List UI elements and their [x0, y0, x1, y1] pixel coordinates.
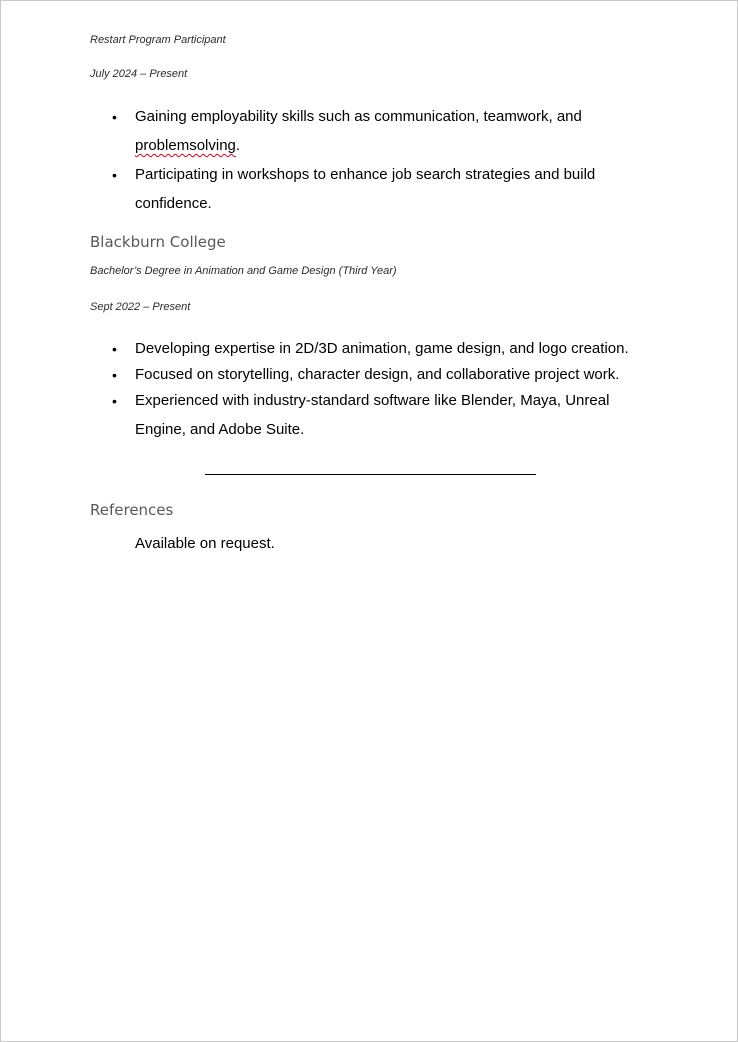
bullet-symbol: • — [112, 367, 117, 383]
bullet-symbol: • — [112, 167, 117, 183]
experience-dates: July 2024 – Present — [90, 68, 188, 80]
references-title: References — [90, 501, 174, 519]
experience-bullet-2-line-2: confidence. — [135, 195, 212, 212]
experience-bullet-1-line-2-rest: . — [235, 137, 241, 154]
education-bullet-2: Focused on storytelling, character design, and collaborative project work. — [135, 366, 620, 383]
horizontal-divider — [205, 474, 536, 475]
education-institution: Blackburn College — [90, 233, 226, 251]
misspelled-word[interactable]: problemsolving — [135, 137, 236, 154]
education-bullet-3-line-2: Engine, and Adobe Suite. — [135, 421, 305, 438]
bullet-symbol: • — [112, 393, 117, 409]
experience-role: Restart Program Participant — [90, 34, 226, 46]
experience-bullet-1-line-2 — [135, 137, 240, 154]
experience-bullet-2-line-1: Participating in workshops to enhance job search strategies and build — [135, 166, 596, 183]
bullet-symbol: • — [112, 341, 117, 357]
education-bullet-3-line-1: Experienced with industry-standard software like Blender, Maya, Unreal — [135, 392, 610, 409]
bullet-symbol: • — [112, 109, 117, 125]
education-dates: Sept 2022 – Present — [90, 301, 191, 313]
education-degree: Bachelor’s Degree in Animation and Game Design (Third Year) — [90, 265, 397, 277]
experience-bullet-1-line-1: Gaining employability skills such as communication, teamwork, and — [135, 108, 582, 125]
education-bullet-1: Developing expertise in 2D/3D animation, game design, and logo creation. — [135, 340, 629, 357]
references-text: Available on request. — [135, 535, 275, 552]
